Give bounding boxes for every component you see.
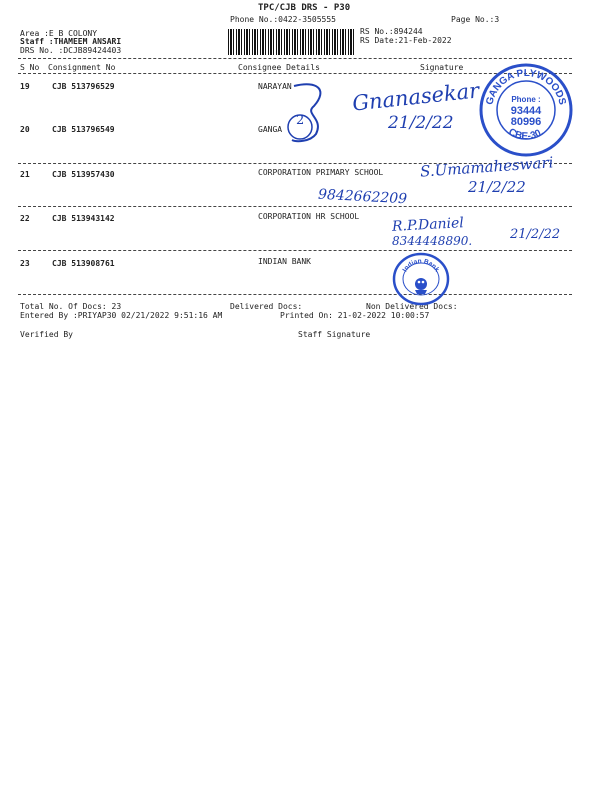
- ink-number-mark: 2: [296, 113, 305, 128]
- ink-signature: R.P.Daniel: [391, 215, 465, 235]
- barcode: [228, 29, 354, 55]
- row-consignment: CJB 513796529: [52, 82, 115, 91]
- row-sno: 20: [20, 125, 30, 134]
- ink-date: 21/2/22: [388, 113, 454, 133]
- row-sno: 22: [20, 214, 30, 223]
- ink-date: 21/2/22: [510, 227, 561, 242]
- non-delivered-docs: Non Delivered Docs:: [366, 302, 458, 311]
- area-label: Area :E B COLONY: [20, 29, 98, 38]
- svg-text:CBE-30.: [506, 127, 545, 143]
- row-sno: 19: [20, 82, 30, 91]
- stamp-ring-top-text: GANGA PLYWOODS: [484, 67, 568, 107]
- col-header-consignee: Consignee Details: [238, 63, 320, 72]
- divider: [18, 58, 572, 59]
- drs-number: DRS No. :DCJB89424403: [20, 46, 122, 55]
- document-title: TPC/CJB DRS - P30: [258, 3, 351, 13]
- stamp-ring-bottom-text: CBE-30.: [506, 126, 546, 143]
- row-consignment: CJB 513943142: [52, 214, 115, 223]
- ink-phone: 9842662209: [317, 186, 408, 208]
- stamp-phone-1: 93444: [510, 105, 542, 117]
- row-consignment: CJB 513908761: [52, 259, 115, 268]
- row-sno: 21: [20, 170, 30, 179]
- ganga-plywoods-stamp: [478, 62, 574, 158]
- col-header-consignment: Consignment No: [48, 63, 116, 72]
- svg-text:Indian Bank: [402, 258, 441, 274]
- col-header-sno: S No: [20, 63, 40, 72]
- ink-signature: Gnanasekar: [351, 78, 481, 116]
- ink-phone: 8344448890.: [392, 234, 473, 248]
- entered-by: Entered By :PRIYAP30 02/21/2022 9:51:16 AM: [20, 311, 223, 320]
- divider: [18, 250, 572, 251]
- page-number: Page No.:3: [451, 15, 500, 24]
- stamp-phone-2: 80996: [510, 116, 542, 128]
- stamp-phone-label: Phone :: [511, 95, 541, 104]
- divider: [18, 206, 572, 207]
- row-consignee: GANGA: [258, 125, 283, 134]
- indian-bank-stamp: [392, 252, 450, 306]
- total-docs: Total No. Of Docs: 23: [20, 302, 122, 311]
- row-consignee: CORPORATION HR SCHOOL: [258, 212, 360, 221]
- delivered-docs: Delivered Docs:: [230, 302, 303, 311]
- rs-number: RS No.:894244: [360, 27, 423, 36]
- bank-stamp-text: Indian Bank: [401, 257, 441, 274]
- staff-signature-label: Staff Signature: [298, 330, 371, 339]
- bank-logo-icon: [415, 278, 427, 294]
- row-consignee: CORPORATION PRIMARY SCHOOL: [258, 168, 384, 177]
- divider: [18, 294, 572, 295]
- row-consignee: NARAYAN: [258, 82, 292, 91]
- rs-date: RS Date:21-Feb-2022: [360, 36, 452, 45]
- row-consignment: CJB 513796549: [52, 125, 115, 134]
- row-consignee: INDIAN BANK: [258, 257, 311, 266]
- col-header-signature: Signature: [420, 63, 464, 72]
- row-sno: 23: [20, 259, 30, 268]
- row-consignment: CJB 513957430: [52, 170, 115, 179]
- ink-date: 21/2/22: [468, 178, 526, 196]
- ink-signature: S.Umamaheswari: [419, 153, 554, 181]
- verified-by-label: Verified By: [20, 330, 73, 339]
- staff-label: Staff :THAMEEM ANSARI: [20, 37, 122, 46]
- phone-number: Phone No.:0422-3505555: [230, 15, 336, 24]
- printed-on: Printed On: 21-02-2022 10:00:57: [280, 311, 430, 320]
